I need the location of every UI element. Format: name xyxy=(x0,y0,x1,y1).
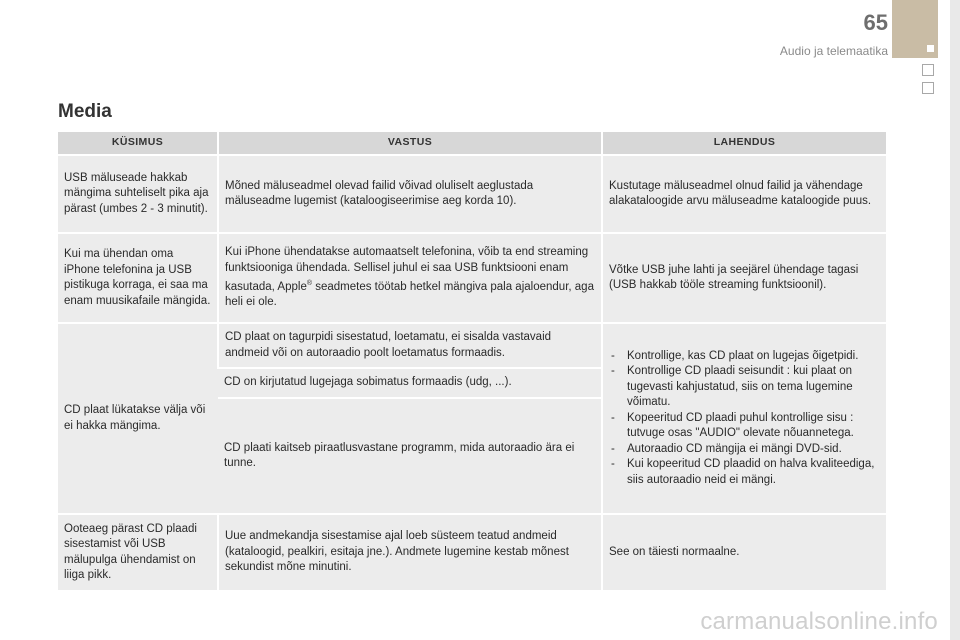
answer-cell: CD on kirjutatud lugejaga sobimatus formaadis (udg, ...). xyxy=(218,368,602,398)
column-header-answer: VASTUS xyxy=(218,132,602,155)
section-title: Audio ja telemaatika xyxy=(779,44,888,58)
answer-cell: Uue andmekandja sisestamise ajal loeb süsteem teatud andmeid (kataloogid, pealkiri, esitaja jne.). Andmete lugemine kestab mõnest sekundist mõne minutini. xyxy=(218,514,602,590)
solution-list xyxy=(609,349,880,489)
question-cell: USB mäluseade hakkab mängima suhteliselt pika aja pärast (umbes 2 - 3 minutit). xyxy=(58,155,218,233)
watermark: carmanualsonline.info xyxy=(700,608,938,635)
chapter-tab-marker xyxy=(927,45,934,52)
chapter-indicator-box-2 xyxy=(922,82,934,94)
table-row xyxy=(58,233,886,323)
question-cell: Kui ma ühendan oma iPhone telefonina ja USB pistikuga korraga, ei saa ma enam muusikafaile mängida. xyxy=(58,233,218,323)
column-header-question: KÜSIMUS xyxy=(58,132,218,155)
solution-cell: Võtke USB juhe lahti ja seejärel ühendage tagasi (USB hakkab tööle streaming funktsioonil). xyxy=(602,233,886,323)
solution-list-item: - Kui kopeeritud CD plaadid on halva kvaliteediga, siis autoraadio neid ei mängi. xyxy=(609,457,880,488)
table-row xyxy=(58,155,886,233)
question-cell: CD plaat lükatakse välja või ei hakka mängima. xyxy=(58,323,218,514)
table-row xyxy=(58,514,886,590)
answer-cell: CD plaat on tagurpidi sisestatud, loetamatu, ei sisalda vastavaid andmeid või on autoraadio poolt loetamatus formaadis. xyxy=(218,323,602,368)
solution-cell: Kustutage mäluseadmel olnud failid ja vähendage alakataloogide arvu mäluseadme kataloogide puus. xyxy=(602,155,886,233)
page-edge-strip xyxy=(950,0,960,640)
answer-text-part: Kui iPhone ühendatakse automaatselt telefonina, võib ta end streaming funktsiooniga ühendada. Sellisel juhul ei saa USB funktsiooni enam kasutada, Apple® seadmetes töötab hetkel mängiva pala ajaloendur, aga heli ei ole. xyxy=(225,246,594,309)
answer-cell xyxy=(218,233,602,323)
solution-list-item: - Kopeeritud CD plaadi puhul kontrollige sisu : tutvuge osas "AUDIO" olevate nõuannetega. xyxy=(609,411,880,442)
solution-cell xyxy=(602,323,886,514)
table-header-row xyxy=(58,132,886,155)
chapter-indicator-box-1 xyxy=(922,64,934,76)
table-row xyxy=(58,323,886,368)
solution-list-item: - Autoraadio CD mängija ei mängi DVD-sid. xyxy=(609,442,880,458)
troubleshooting-table xyxy=(58,132,886,590)
answer-cell: CD plaati kaitseb piraatlusvastane programm, mida autoraadio ära ei tunne. xyxy=(218,398,602,514)
solution-list-item: - Kontrollige, kas CD plaat on lugejas õigetpidi. xyxy=(609,349,880,365)
page-heading: Media xyxy=(58,101,112,122)
chapter-tab[interactable] xyxy=(892,0,938,58)
page-number: 65 xyxy=(863,10,888,35)
question-cell: Ooteaeg pärast CD plaadi sisestamist või USB mälupulga ühendamist on liiga pikk. xyxy=(58,514,218,590)
solution-list-item: - Kontrollige CD plaadi seisundit : kui plaat on tugevasti kahjustatud, siis on tema lugemine võimatu. xyxy=(609,364,880,411)
column-header-solution: LAHENDUS xyxy=(602,132,886,155)
answer-cell: Mõned mäluseadmel olevad failid võivad oluliselt aeglustada mäluseadme lugemist (kataloogiseerimise aeg korda 10). xyxy=(218,155,602,233)
solution-cell: See on täiesti normaalne. xyxy=(602,514,886,590)
